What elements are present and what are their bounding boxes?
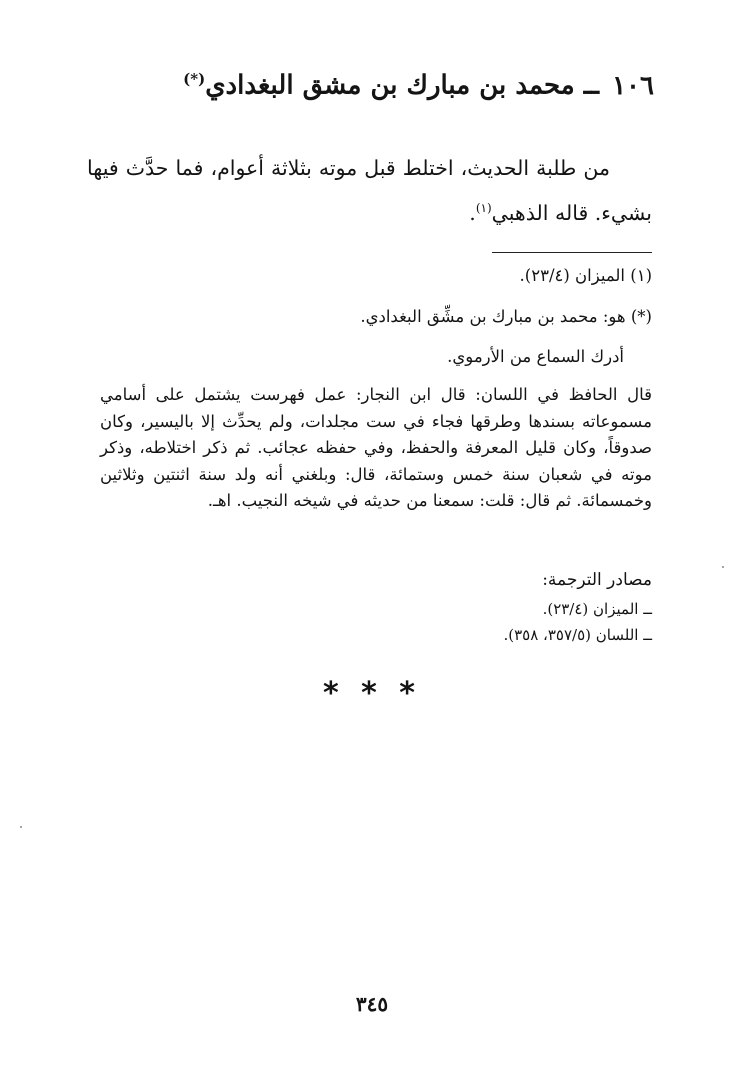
entry-body-end: . (469, 200, 476, 225)
footnote-separator-rule (492, 252, 652, 253)
source-item: ــ الميزان (٢٣/٤). (542, 600, 652, 618)
entry-number: ١٠٦ (612, 70, 654, 101)
footnote-ref: (١) (475, 201, 492, 215)
footnote-star: (*) هو: محمد بن مبارك بن مشِّق البغدادي. (360, 307, 652, 326)
footnote-1: (١) الميزان (٢٣/٤). (519, 266, 652, 285)
entry-body (87, 148, 652, 233)
sources-title: مصادر الترجمة: (542, 570, 652, 590)
entry-heading (74, 70, 654, 101)
footnote-quote: قال الحافظ في اللسان: قال ابن النجار: عمل فهرست يشتمل على أسامي مسموعاته بسندها وطرقها فجاء في ست مجلدات، ولم يحدِّث إلا باليسير، وكان صدوقاً، وكان قليل المعرفة والحفظ، وفي حفظه عجائب. ثم ذكر اختلاطه، وذكر موته في شعبان سنة خمس وستمائة، قال: وبلغني أنه ولد سنة اثنتين وثلاثين وخمسمائة. ثم قال: قلت: سمعنا من حديثه في شيخه النجيب. اهـ. (100, 385, 652, 510)
entry-name: محمد بن مبارك بن مشق البغدادي (205, 70, 575, 101)
entry-body-text: من طلبة الحديث، اختلط قبل موته بثلاثة أعوام، فما حدَّث فيها بشيء. قاله الذهبي (87, 156, 652, 225)
section-separator: * * * (323, 676, 421, 711)
entry-dash: ــ (583, 70, 600, 101)
scan-speck (722, 566, 724, 568)
source-item: ــ اللسان (٣٥٧/٥، ٣٥٨). (503, 626, 652, 644)
footnote-note: أدرك السماع من الأرموي. (447, 347, 624, 366)
entry-star-marker: (*) (183, 70, 206, 88)
page-number: ٣٤٥ (355, 992, 389, 1016)
scan-speck (20, 826, 22, 828)
